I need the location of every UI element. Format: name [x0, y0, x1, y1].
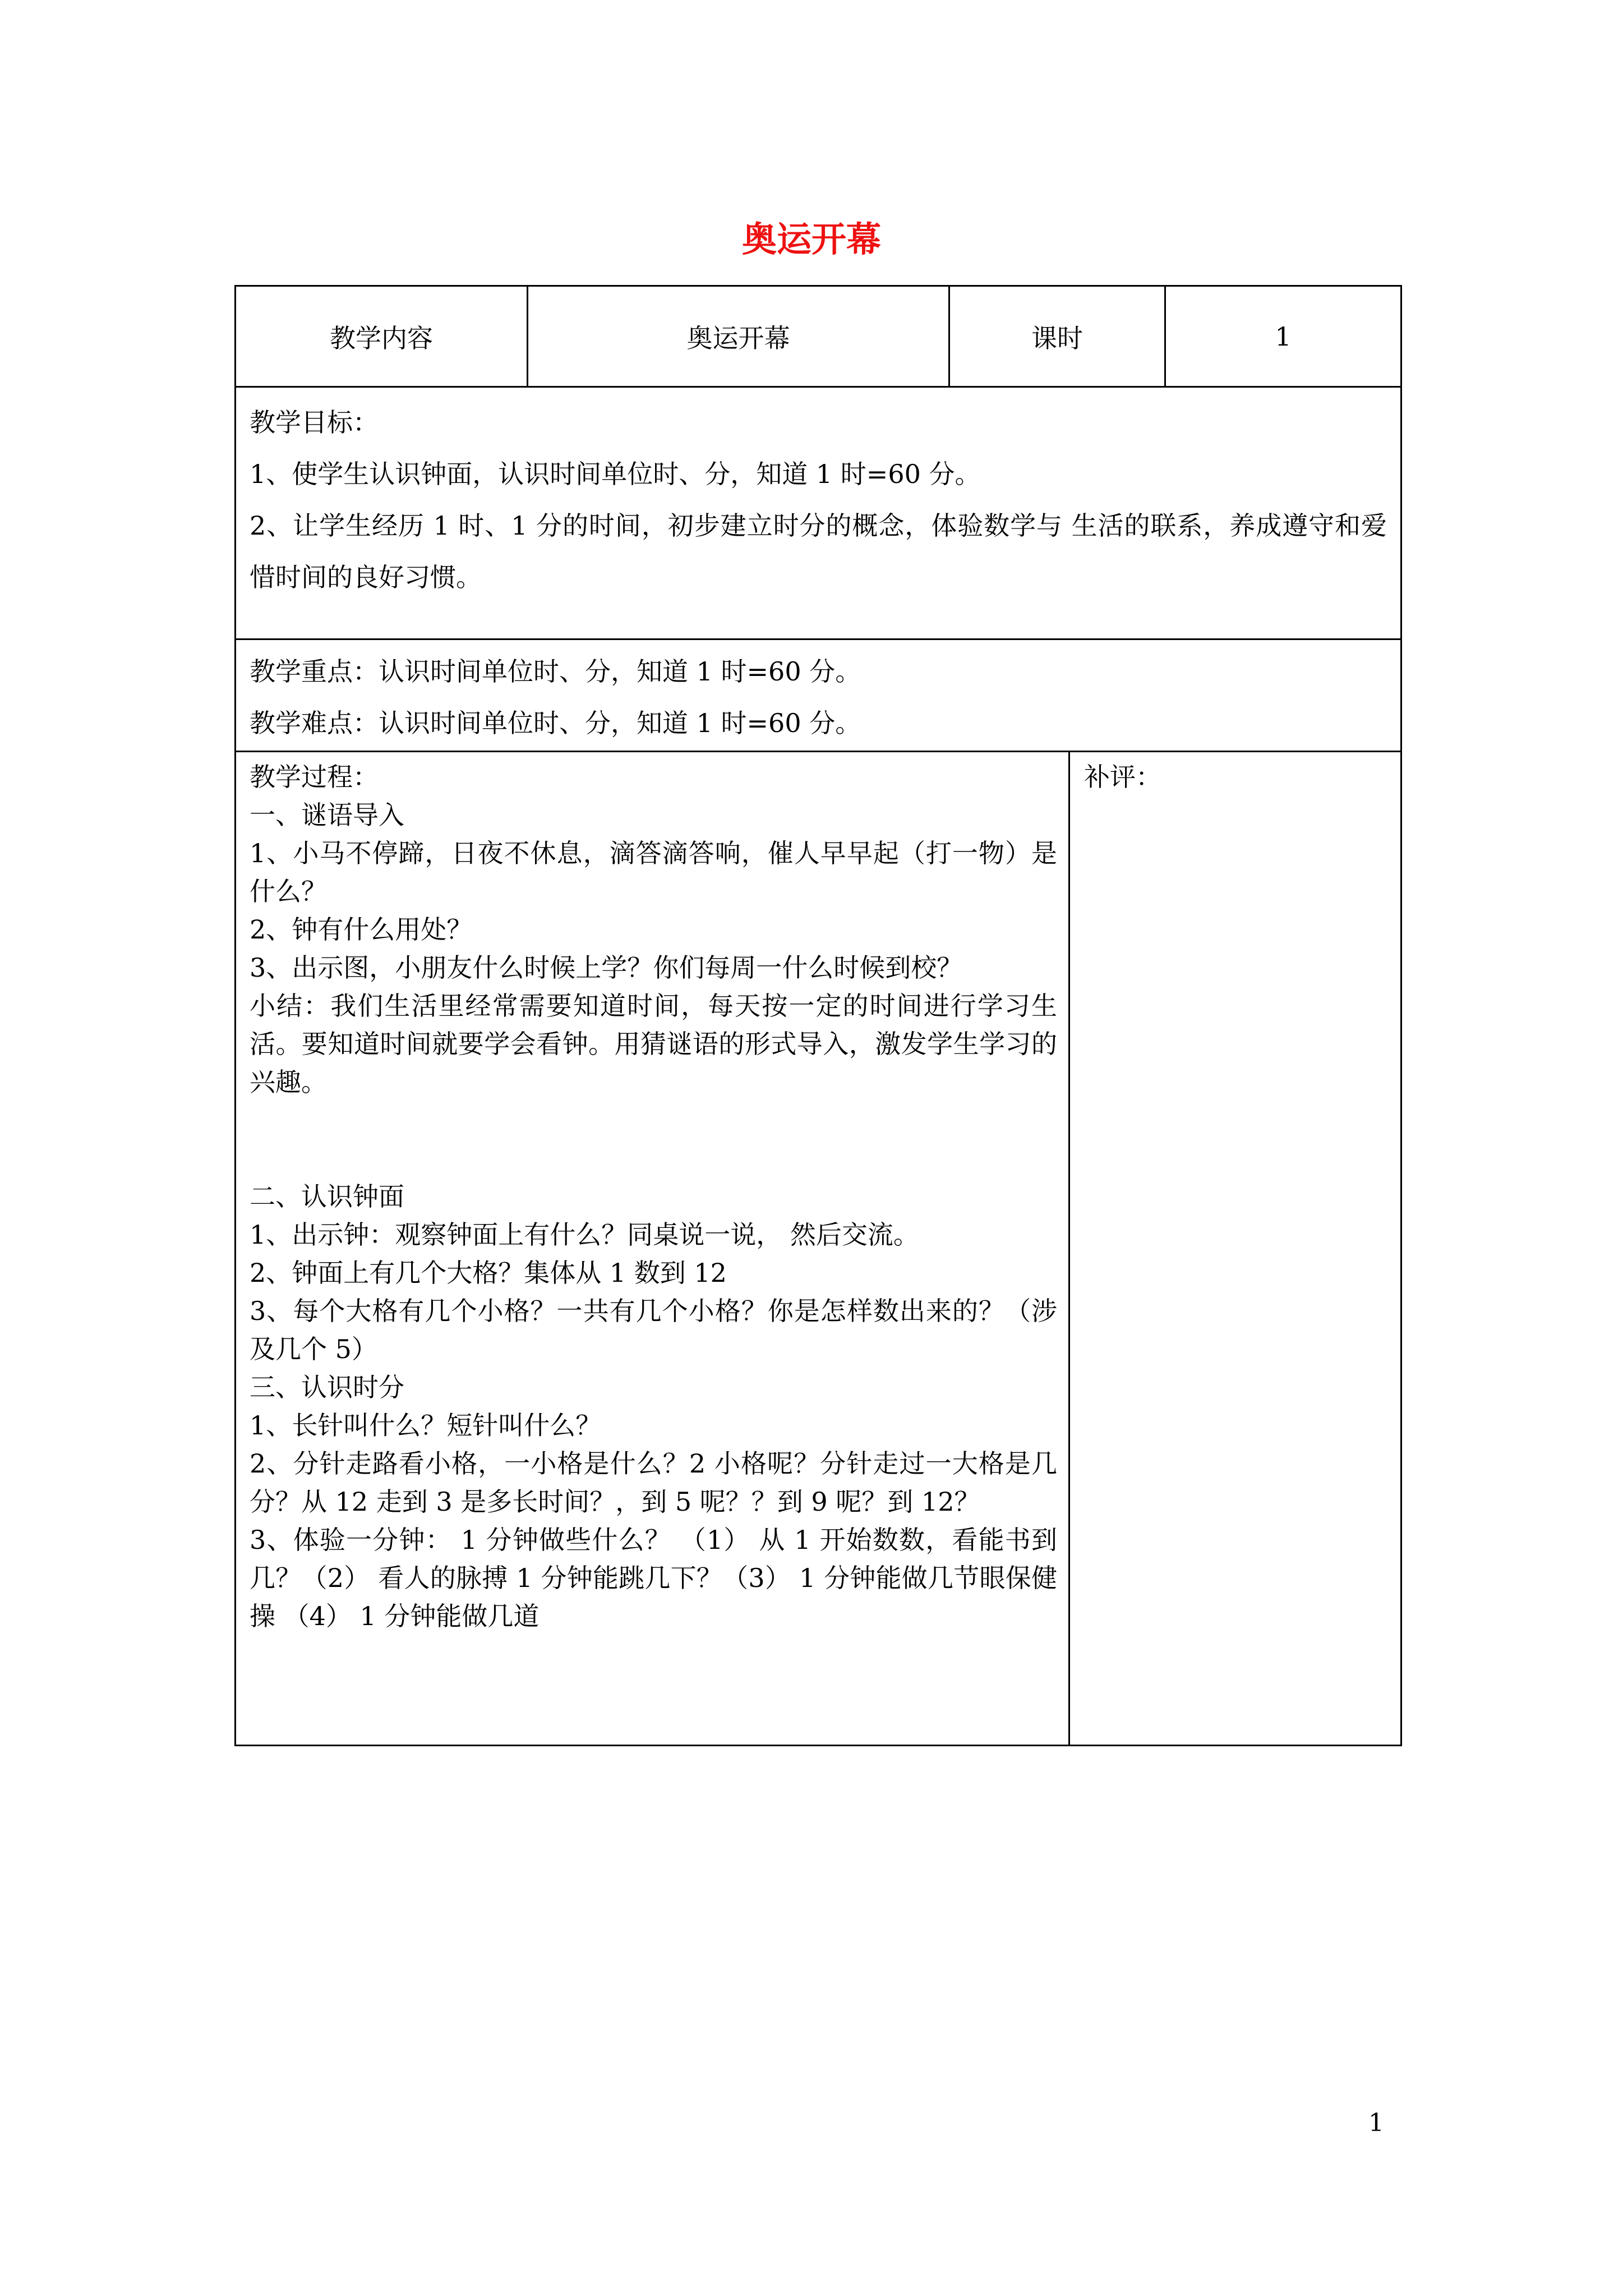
key-point: 教学重点：认识时间单位时、分，知道 1 时=60 分。: [250, 656, 861, 687]
page-number: 1: [1368, 2109, 1384, 2137]
section-heading: 一、谜语导入: [250, 800, 404, 830]
process-item: 2、钟有什么用处？: [250, 914, 473, 945]
section-heading: 三、认识时分: [250, 1372, 404, 1402]
process-item: 2、分针走路看小格，一小格是什么？2 小格呢？分针走过一大格是几分？从 12 走到 3 是多长时间？，到 5 呢？？到 9 呢？到 12？: [250, 1448, 1057, 1517]
comment-label: 补评：: [1084, 762, 1161, 792]
column-divider: [1068, 751, 1070, 1745]
process-heading: 教学过程：: [250, 762, 379, 792]
process-item: 2、钟面上有几个大格？集体从 1 数到 12: [250, 1258, 727, 1288]
lesson-plan-table: [234, 285, 1402, 1746]
objective-item: 1、使学生认识钟面，认识时间单位时、分，知道 1 时=60 分。: [250, 459, 981, 489]
row-divider: [236, 386, 1400, 388]
process-item: 1、小马不停蹄，日夜不休息，滴答滴答响，催人早早起（打一物）是什么？: [250, 838, 1057, 907]
section-heading: 二、认识钟面: [250, 1181, 404, 1212]
objectives-block: [250, 397, 1387, 603]
difficult-point: 教学难点：认识时间单位时、分，知道 1 时=60 分。: [250, 708, 861, 738]
row-divider: [236, 751, 1400, 752]
process-summary: 小结：我们生活里经常需要知道时间，每天按一定的时间进行学习生活。要知道时间就要学会看钟。用猜谜语的形式导入，激发学生学习的兴趣。: [250, 991, 1057, 1097]
process-item: 3、每个大格有几个小格？一共有几个小格？你是怎样数出来的？（涉及几个 5）: [250, 1296, 1057, 1364]
process-item: 3、体验一分钟： 1 分钟做些什么？ （1） 从 1 开始数数，看能书到几？（2） 看人的脉搏 1 分钟能跳几下？（3） 1 分钟能做几节眼保健操 （4） 1 分钟能做几道: [250, 1525, 1057, 1631]
process-item: 1、长针叫什么？短针叫什么？: [250, 1410, 602, 1441]
label-content-cell: 教学内容: [330, 323, 433, 353]
label-period-cell: 课时: [1031, 323, 1083, 353]
objective-item: 2、让学生经历 1 时、1 分的时间，初步建立时分的概念，体验数学与 生活的联系，养成遵守和爱惜时间的良好习惯。: [250, 510, 1387, 592]
key-points-block: [250, 646, 1387, 749]
teaching-process: [250, 758, 1057, 1635]
period-cell: 1: [1275, 321, 1292, 352]
process-item: 1、出示钟：观察钟面上有什么？同桌说一说， 然后交流。: [250, 1220, 919, 1250]
spacer: [250, 1101, 1057, 1177]
process-item: 3、出示图，小朋友什么时候上学？你们每周一什么时候到校？: [250, 953, 963, 983]
content-cell: 奥运开幕: [686, 323, 790, 353]
objectives-heading: 教学目标：: [250, 407, 379, 438]
row-divider: [236, 638, 1400, 640]
page-title: 奥运开幕: [741, 219, 881, 260]
